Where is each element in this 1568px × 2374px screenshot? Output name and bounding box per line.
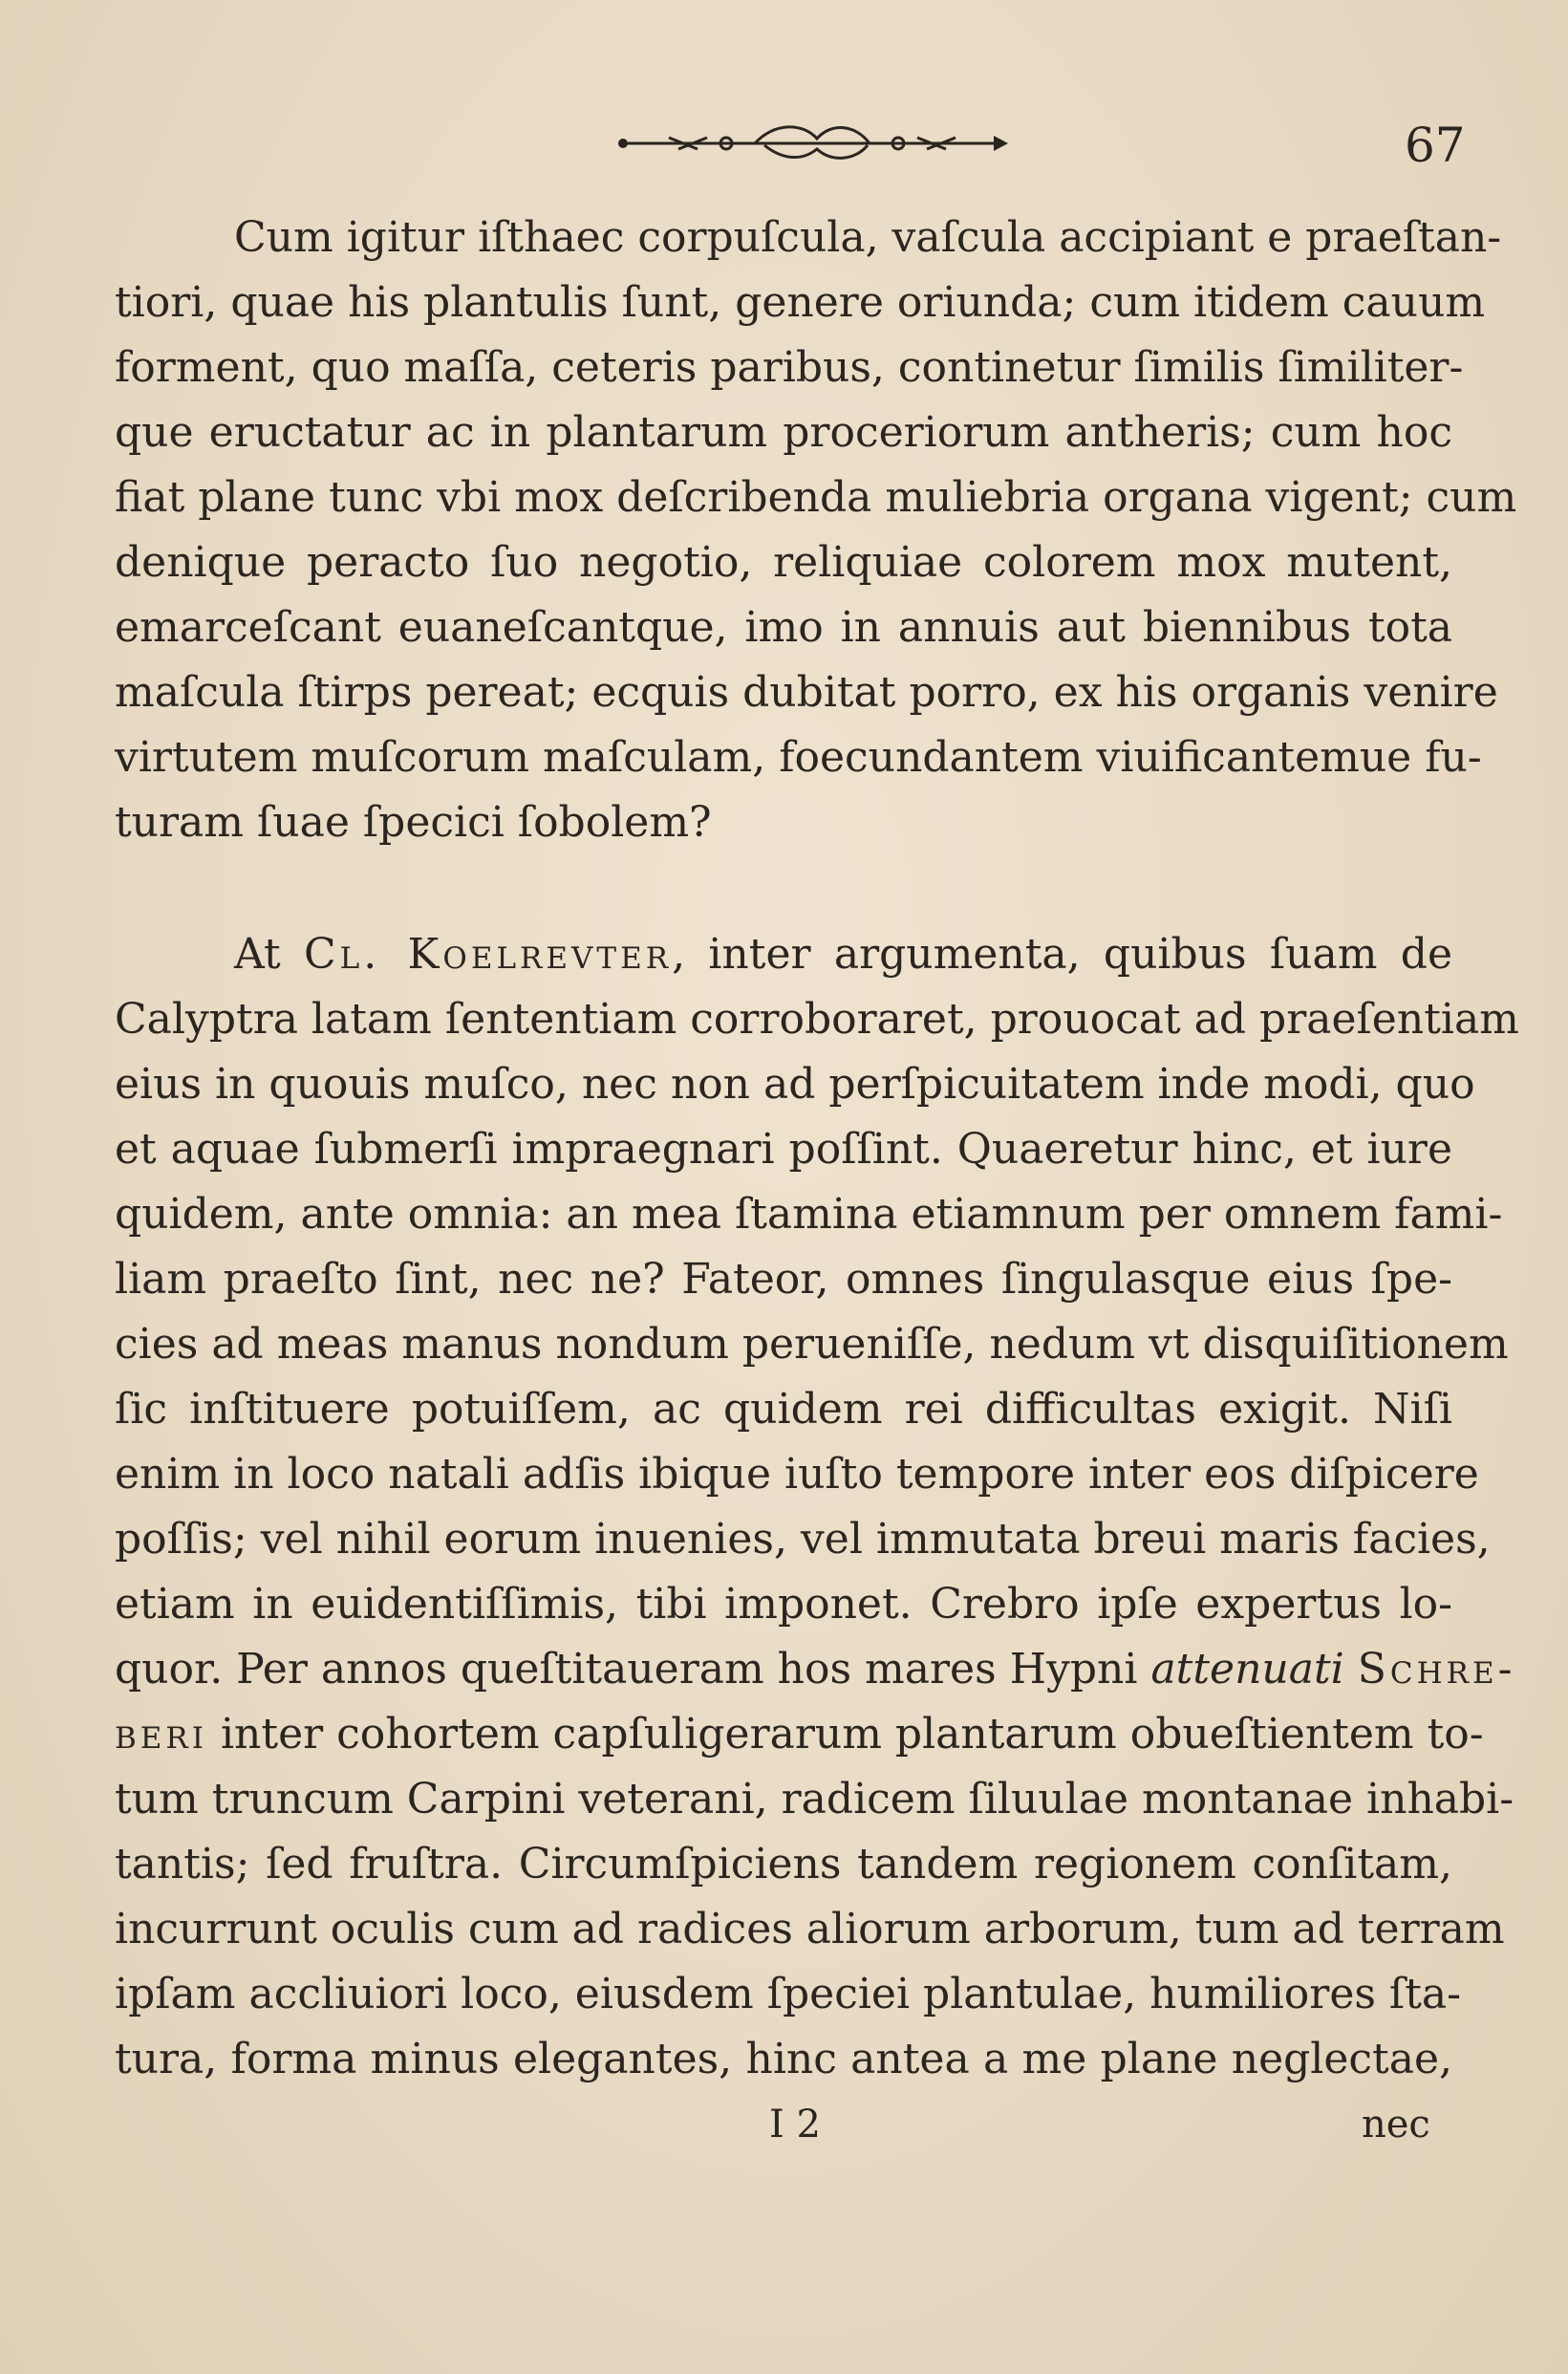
text-line: turam ſuae ſpecici ſobolem? [115, 798, 712, 847]
text-line: quidem, ante omnia: an mea ſtamina etiamnum per omnem fami- [115, 1190, 1503, 1239]
signature-mark: I 2 [769, 2103, 821, 2147]
text-line: Calyptra latam ſententiam corroboraret, prouocat ad praeſentiam [115, 995, 1519, 1044]
text-line: que eructatur ac in plantarum proceriorum antheris; cum hoc [115, 408, 1452, 457]
text-run: inter cohortem capſuligerarum plantarum obueſtientem to- [207, 1710, 1484, 1759]
text-line: denique peracto ſuo negotio, reliquiae colorem mox mutent, [115, 538, 1452, 587]
text-line: forment, quo maſſa, ceteris paribus, continetur ſimilis ſimiliter- [115, 343, 1464, 392]
text-line: incurrunt oculis cum ad radices aliorum arborum, tum ad terram [115, 1905, 1505, 1953]
text-line: poſſis; vel nihil eorum inuenies, vel immutata breui maris facies, [115, 1515, 1491, 1564]
catchword: nec [1362, 2103, 1430, 2147]
text-run [1344, 1645, 1358, 1694]
text-line: tantis; ſed fruſtra. Circumſpiciens tandem regionem conſitam, [115, 1840, 1452, 1888]
text-line: ſic inſtituere potuiſſem, ac quidem rei difficultas exigit. Niſi [115, 1385, 1452, 1434]
text-line: emarceſcant euaneſcantque, imo in annuis aut biennibus tota [115, 603, 1452, 652]
text-line: fiat plane tunc vbi mox deſcribenda muliebria organa vigent; cum [115, 473, 1517, 522]
text-run: quor. Per annos queſtitaueram hos mares Hypni [115, 1645, 1151, 1694]
text-line [115, 922, 1452, 987]
italic-term: attenuati [1150, 1645, 1344, 1694]
text-line: tiori, quae his plantulis ſunt, genere oriunda; cum itidem cauum [115, 278, 1486, 327]
text-line: eius in quouis muſco, nec non ad perſpicuitatem inde modi, quo [115, 1060, 1475, 1109]
text-line: tum truncum Carpini veterani, radicem ſiluulae montanae inhabi- [115, 1775, 1514, 1824]
page-number: 67 [1405, 118, 1466, 173]
text-line [115, 1637, 1516, 1702]
text-line: tura, forma minus elegantes, hinc antea a me plane neglectae, [115, 2035, 1452, 2083]
text-line: Cum igitur iſthaec corpuſcula, vaſcula accipiant e praeſtan- [234, 213, 1502, 262]
author-name: Schre- [1357, 1645, 1516, 1694]
text-line: ipſam accliuiori loco, eiusdem ſpeciei plantulae, humiliores ſta- [115, 1970, 1461, 2018]
paragraph-2 [115, 922, 1519, 2092]
text-line: liam praeſto ſint, nec ne? Fateor, omnes ſingulasque eius ſpe- [115, 1255, 1452, 1304]
paragraph-1 [115, 205, 1517, 855]
text-line: etiam in euidentiſſimis, tibi imponet. Crebro ipſe expertus lo- [115, 1580, 1452, 1629]
author-name: Cl. Koelrevter [304, 930, 673, 979]
text-line: virtutem muſcorum maſculam, foecundantem viuificantemue fu- [115, 733, 1482, 782]
author-name: beri [115, 1710, 207, 1759]
text-line: maſcula ſtirps pereat; ecquis dubitat porro, ex his organis venire [115, 668, 1498, 717]
text-line: enim in loco natali adſis ibique iuſto tempore inter eos diſpicere [115, 1450, 1479, 1499]
text-run: At [234, 930, 304, 979]
text-line: cies ad meas manus nondum perueniſſe, nedum vt disquiſitionem [115, 1320, 1509, 1369]
text-line: et aquae ſubmerſi impraegnari poſſint. Quaeretur hinc, et iure [115, 1125, 1452, 1174]
headpiece-ornament [612, 115, 1013, 172]
text-line [115, 1702, 1484, 1767]
text-run: , inter argumenta, quibus ſuam de [672, 930, 1452, 979]
